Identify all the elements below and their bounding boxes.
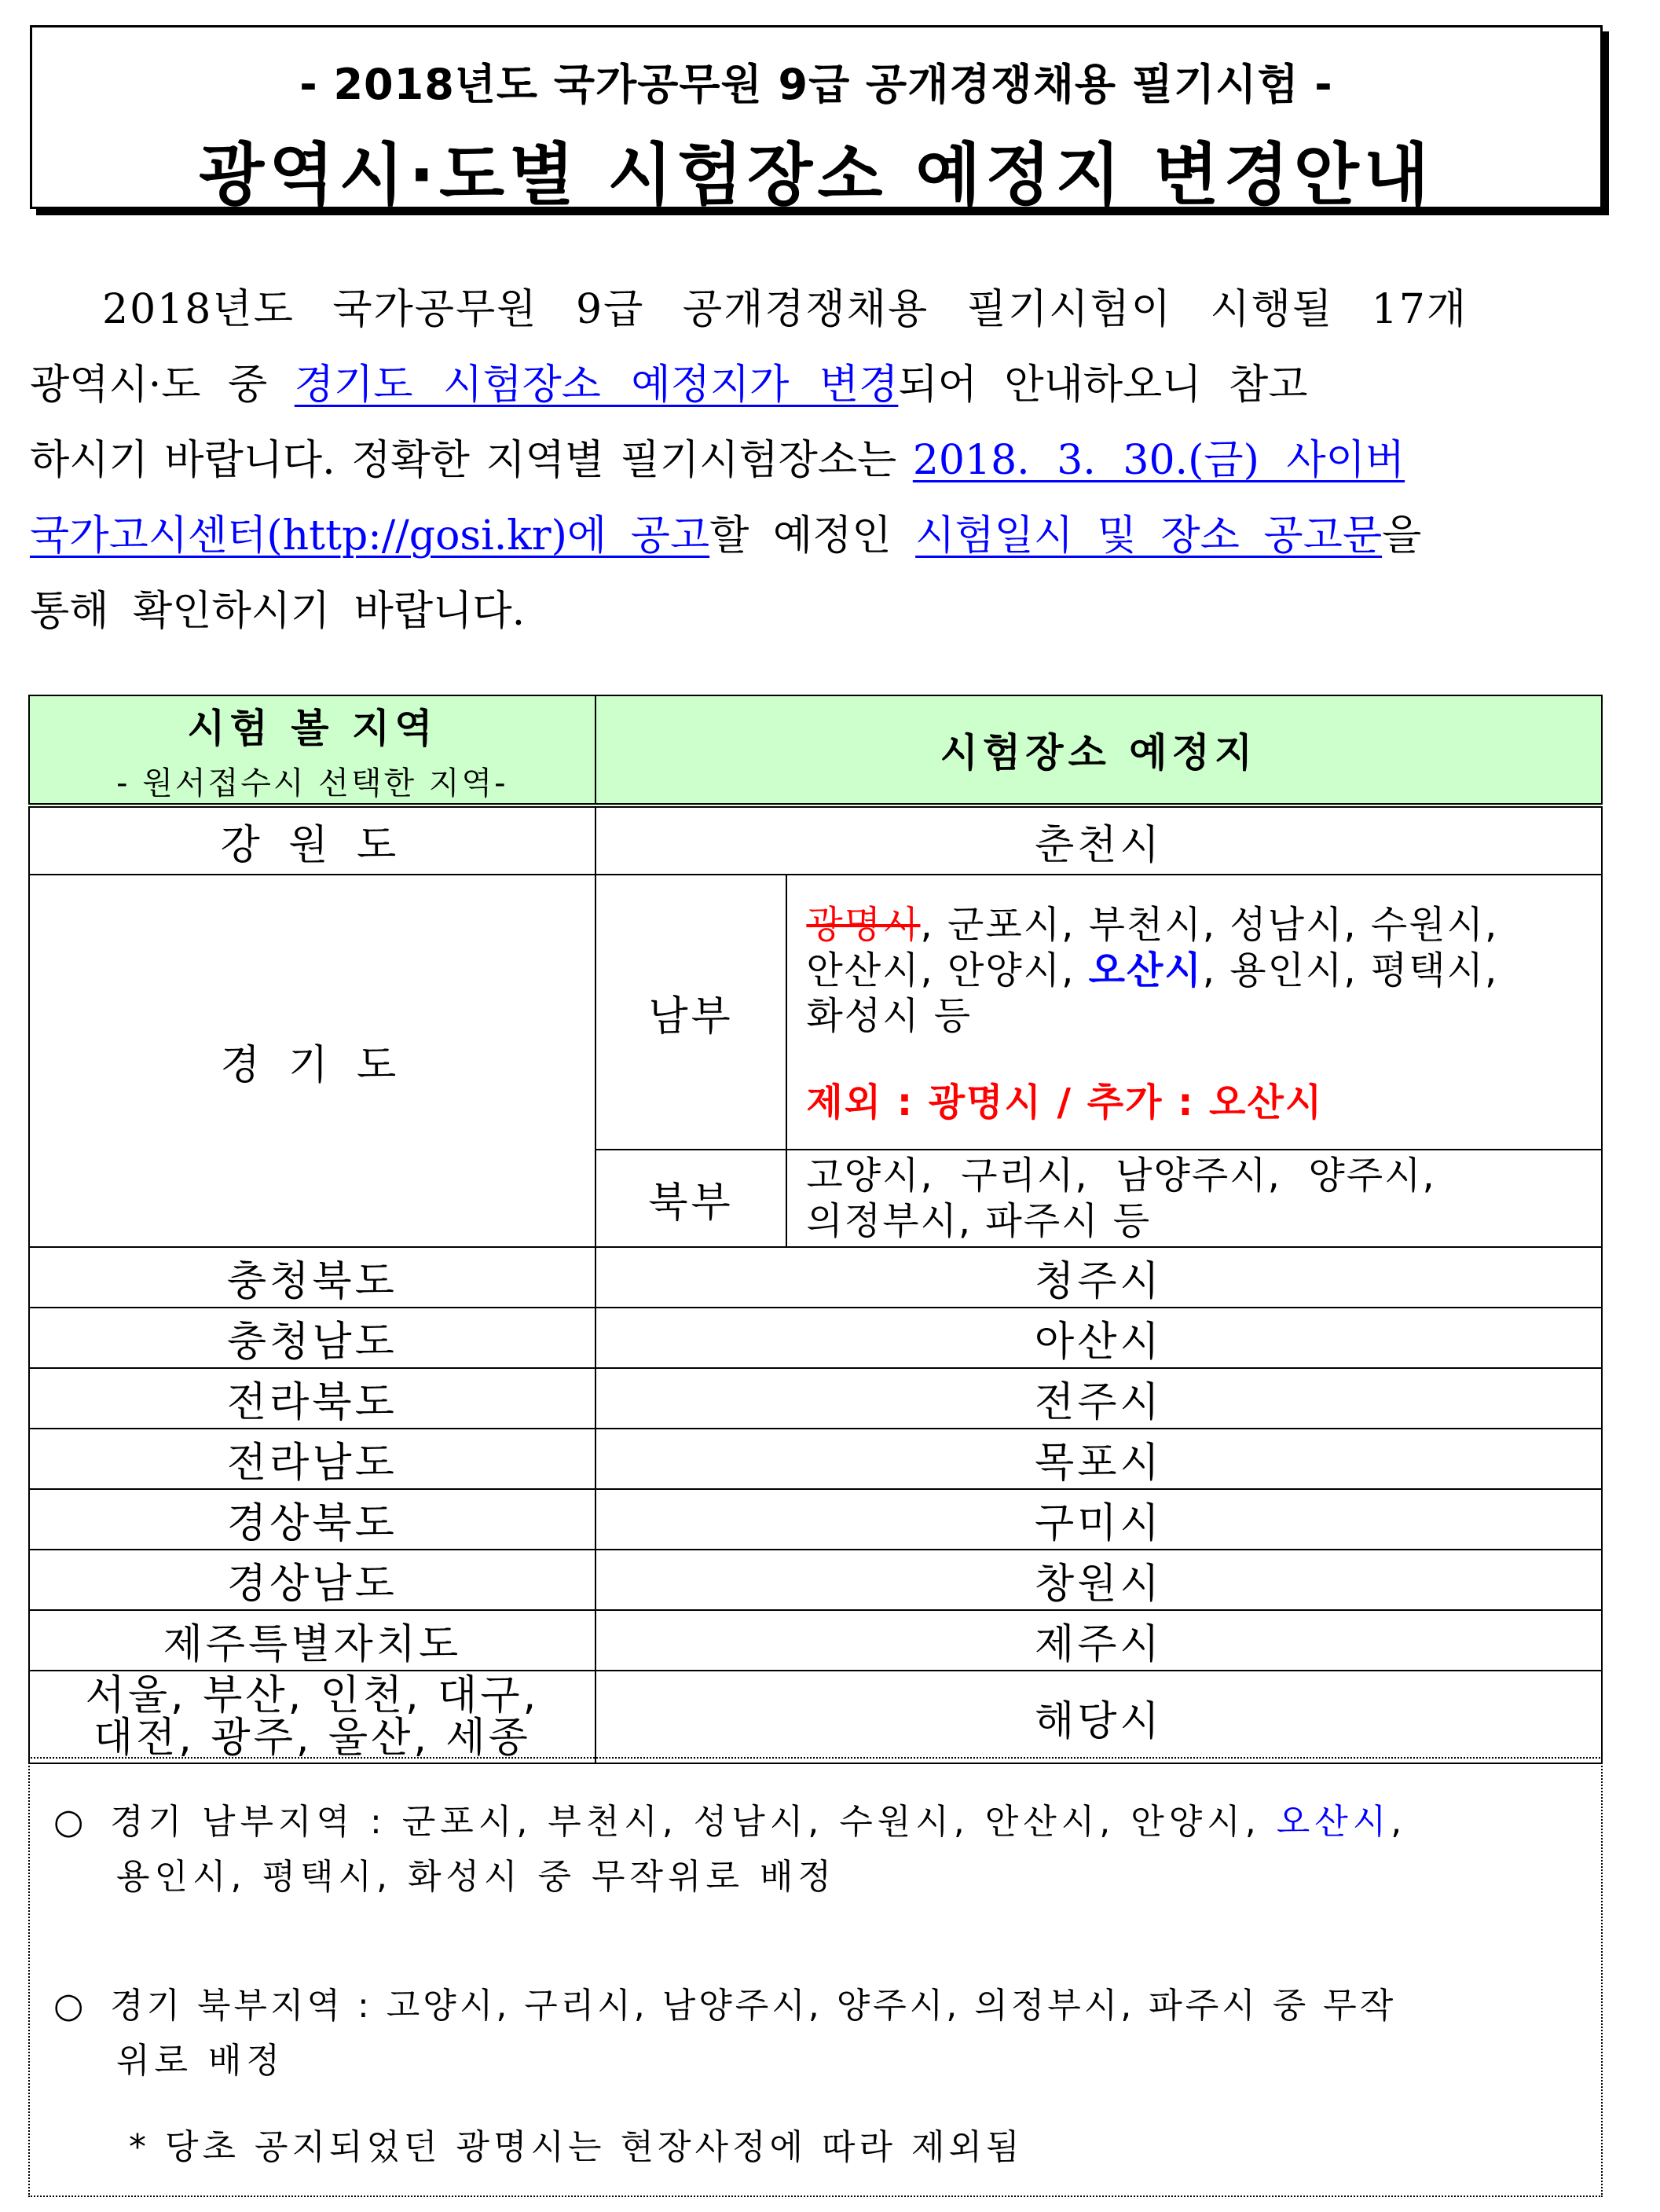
table-row xyxy=(29,1308,1602,1368)
south-cities-2a: 안산시, 안양시, xyxy=(806,948,1089,992)
south-city-list xyxy=(806,875,1601,1039)
header-region-cell xyxy=(29,695,595,805)
south-cities-1: , 군포시, 부천시, 성남시, 수원시, xyxy=(920,903,1499,947)
note-1-comma: , xyxy=(1391,1802,1407,1842)
table-row xyxy=(29,1429,1602,1489)
note-2-cont-text: 위로 배정 xyxy=(116,2041,285,2081)
region-cell: 충청남도 xyxy=(29,1308,595,1368)
note-asterisk: * 당초 공지되었던 광명시는 현장사정에 따라 제외됨 xyxy=(129,2127,1024,2167)
table-row xyxy=(29,1489,1602,1550)
intro-line-4 xyxy=(30,498,1598,574)
note-2 xyxy=(53,1977,1578,2027)
intro-text-5: 통해 확인하시기 바랍니다. xyxy=(30,588,526,635)
north-cities-1: 고양시, 구리시, 남양주시, 양주시, xyxy=(806,1154,1436,1198)
table-row xyxy=(29,805,1602,875)
region-cell: 경상북도 xyxy=(29,1489,595,1550)
header-site-cell xyxy=(595,695,1602,805)
removed-city-gwangmyeong: 광명시 xyxy=(806,903,921,947)
header-region-sub: - 원서접수시 선택한 지역- xyxy=(116,765,508,802)
north-cities-2: 의정부시, 파주시 등 xyxy=(806,1199,1152,1243)
south-cities-2b: , 용인시, 평택시, xyxy=(1202,948,1499,992)
title-box xyxy=(30,25,1603,215)
region-cell: 경상남도 xyxy=(29,1550,595,1610)
intro-line-3 xyxy=(30,423,1598,498)
note-1-continued xyxy=(116,1848,1578,1898)
intro-text-4b: 할 예정인 xyxy=(709,512,916,559)
note-1-cont-text: 용인시, 평택시, 화성시 중 무작위로 배정 xyxy=(116,1857,836,1897)
site-cell: 아산시 xyxy=(595,1308,1602,1368)
notes-box xyxy=(28,1757,1603,2197)
table-row xyxy=(29,1610,1602,1671)
intro-text-2c: 되어 안내하오니 참고 xyxy=(898,361,1308,409)
intro-text-1: 2018년도 국가공무원 9급 공개경쟁채용 필기시험이 시행될 17개 xyxy=(102,286,1468,333)
table-row-gyeonggi-south xyxy=(29,875,1602,1150)
site-cell: 제주시 xyxy=(595,1610,1602,1671)
site-cell: 창원시 xyxy=(595,1550,1602,1610)
intro-line-2 xyxy=(30,347,1598,423)
table-row xyxy=(29,1550,1602,1610)
site-cell: 춘천시 xyxy=(595,805,1602,875)
site-cell: 청주시 xyxy=(595,1247,1602,1308)
note-2-continued xyxy=(116,2032,1578,2082)
note-1 xyxy=(53,1793,1578,1843)
gyeonggi-change-highlight: 경기도 시험장소 예정지가 변경 xyxy=(294,361,899,409)
region-cell: 충청북도 xyxy=(29,1247,595,1308)
table-row xyxy=(29,1247,1602,1308)
added-city-osan: 오산시 xyxy=(1088,948,1203,992)
region-cell-metro xyxy=(29,1671,595,1763)
table-row-metro xyxy=(29,1671,1602,1763)
intro-line-1 xyxy=(30,272,1598,347)
gosi-site-link[interactable]: 국가고시센터(http://gosi.kr)에 공고 xyxy=(30,512,710,559)
region-cell: 제주특별자치도 xyxy=(29,1610,595,1671)
metro-region-1: 서울, 부산, 인천, 대구, xyxy=(85,1672,540,1719)
region-cell: 강 원 도 xyxy=(29,805,595,875)
header-site: 시험장소 예정지 xyxy=(940,730,1258,776)
bullet-icon: ○ xyxy=(53,1802,89,1842)
subregion-north: 북부 xyxy=(595,1150,787,1247)
header-region: 시험 볼 지역 xyxy=(187,705,438,751)
region-cell-gyeonggi: 경 기 도 xyxy=(29,875,595,1247)
subregion-south: 남부 xyxy=(595,875,787,1150)
site-cell: 구미시 xyxy=(595,1489,1602,1550)
site-cell: 해당시 xyxy=(595,1671,1602,1763)
exam-notice-link[interactable]: 시험일시 및 장소 공고문 xyxy=(915,512,1383,559)
table-row xyxy=(29,1368,1602,1429)
site-cell: 목포시 xyxy=(595,1429,1602,1489)
region-cell: 전라북도 xyxy=(29,1368,595,1429)
region-cell: 전라남도 xyxy=(29,1429,595,1489)
site-cell: 전주시 xyxy=(595,1368,1602,1429)
title-subheading: - 2018년도 국가공무원 9급 공개경쟁채용 필기시험 - xyxy=(299,60,1333,109)
note-2-text: 경기 북부지역 : 고양시, 구리시, 남양주시, 양주시, 의정부시, 파주시 중 무작 xyxy=(110,1986,1397,2026)
metro-region-2: 대전, 광주, 울산, 세종 xyxy=(93,1715,531,1762)
intro-text-3a: 하시기 바랍니다. 정확한 지역별 필기시험장소는 xyxy=(30,437,913,484)
bullet-icon: ○ xyxy=(53,1986,89,2026)
table-header-row xyxy=(29,695,1602,805)
exam-site-table xyxy=(28,695,1603,1764)
north-cities-cell xyxy=(786,1150,1602,1247)
note-1-osan: 오산시 xyxy=(1276,1802,1391,1842)
intro-text-4d: 을 xyxy=(1382,512,1422,559)
page-title: 광역시·도별 시험장소 예정지 변경안내 xyxy=(199,136,1434,215)
announcement-date-link[interactable]: 2018. 3. 30.(금) 사이버 xyxy=(912,437,1405,484)
intro-line-5 xyxy=(30,574,1598,649)
south-cities-cell xyxy=(786,875,1602,1150)
note-1-text: 경기 남부지역 : 군포시, 부천시, 성남시, 수원시, 안산시, 안양시, xyxy=(110,1802,1277,1842)
intro-text-2a: 광역시·도 중 xyxy=(30,361,295,409)
south-cities-3: 화성시 등 xyxy=(806,994,973,1038)
change-note: 제외 : 광명시 / 추가 : 오산시 xyxy=(806,1080,1324,1124)
